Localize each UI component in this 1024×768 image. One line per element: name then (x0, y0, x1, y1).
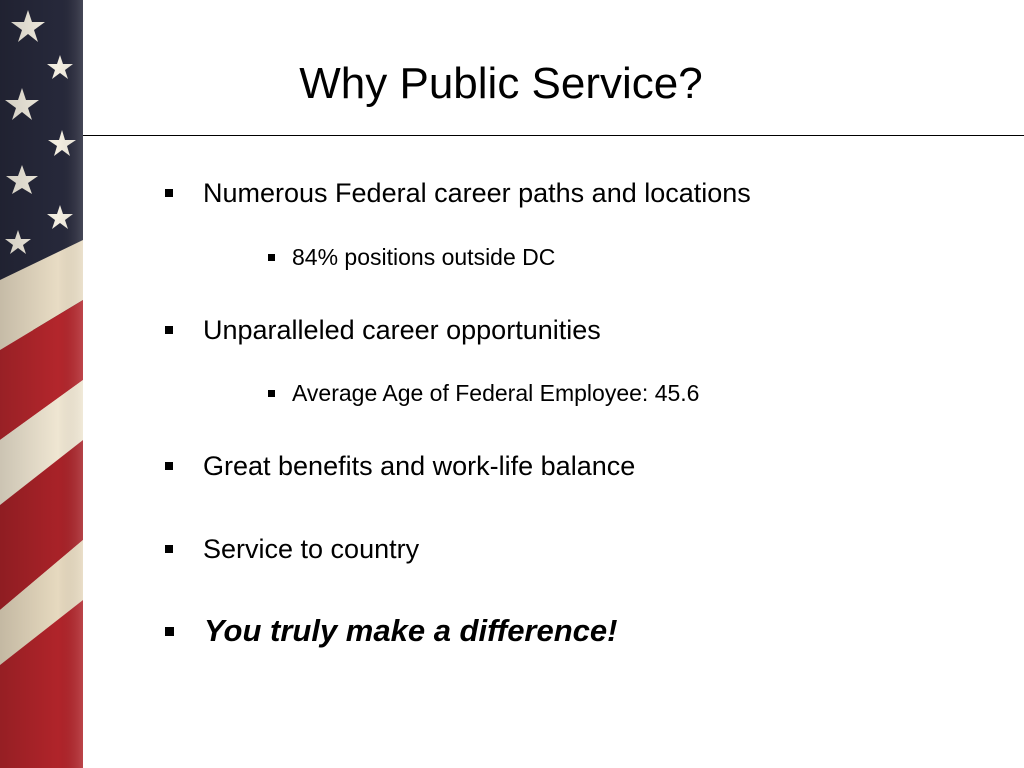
sub-bullet-item (268, 378, 699, 408)
bullet-item (165, 176, 751, 210)
bullet-text: Unparalleled career opportunities (203, 315, 601, 345)
square-bullet-icon (165, 627, 174, 636)
bullet-item (165, 532, 419, 566)
american-flag-image (0, 0, 83, 768)
square-bullet-icon (268, 254, 275, 261)
bullet-item-emphasis (165, 614, 617, 648)
title-divider (83, 135, 1024, 136)
square-bullet-icon (165, 545, 173, 553)
bullet-text: Great benefits and work-life balance (203, 451, 636, 481)
square-bullet-icon (268, 390, 275, 397)
bullet-item (165, 449, 635, 483)
square-bullet-icon (165, 189, 173, 197)
square-bullet-icon (165, 326, 173, 334)
bullet-text: Service to country (203, 534, 420, 564)
slide-title: Why Public Service? (299, 59, 703, 108)
bullet-text: Numerous Federal career paths and locations (203, 178, 751, 208)
bullet-text: Average Age of Federal Employee: 45.6 (292, 380, 700, 406)
bullet-text: You truly make a difference! (204, 613, 618, 648)
bullet-item (165, 313, 601, 347)
square-bullet-icon (165, 462, 173, 470)
bullet-text: 84% positions outside DC (292, 244, 556, 270)
flag-graphic (0, 0, 83, 768)
sub-bullet-item (268, 242, 555, 272)
